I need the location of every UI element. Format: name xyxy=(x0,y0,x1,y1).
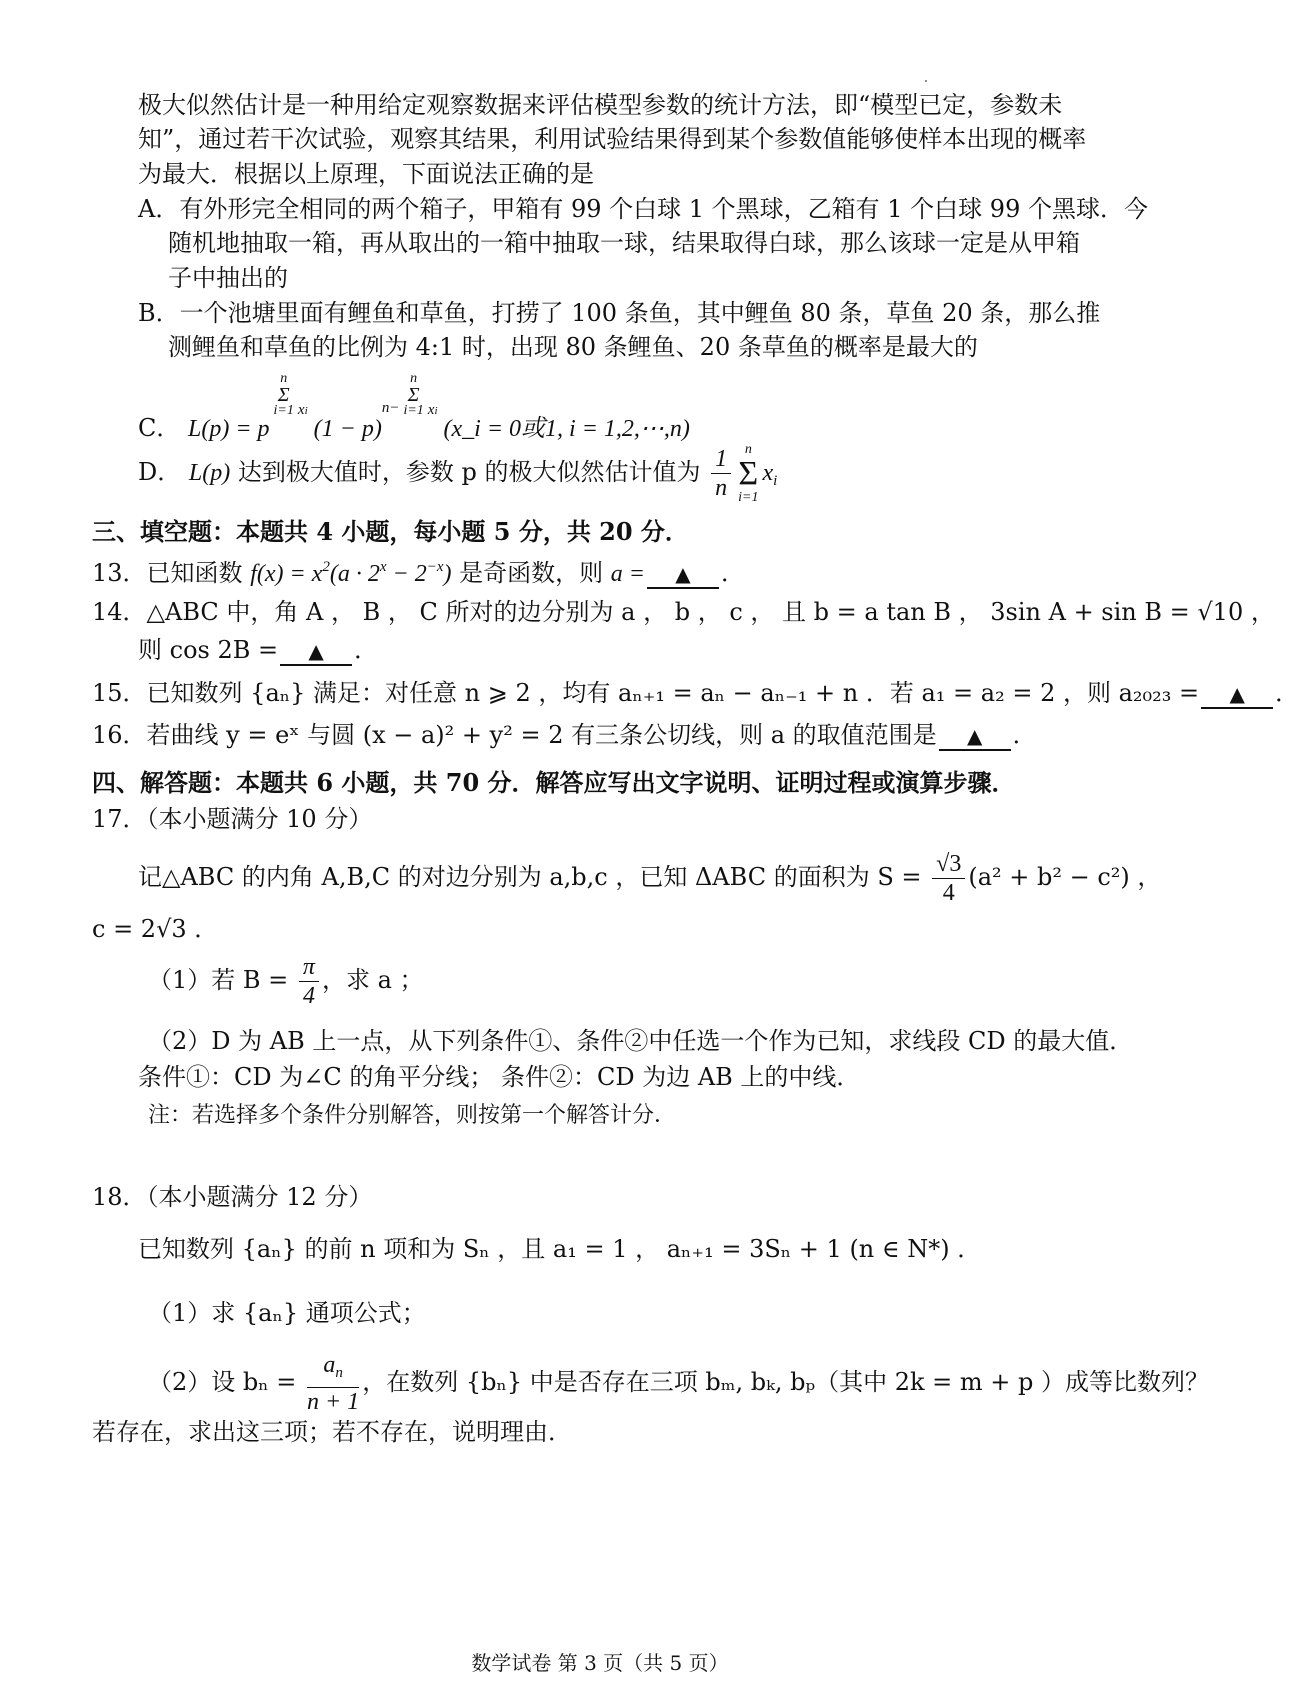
q18-statement: 已知数列 {aₙ} 的前 n 项和为 Sₙ ，且 a₁ = 1 ， aₙ₊₁ = 3Sₙ + 1 (n ∈ N*) ． xyxy=(138,1235,982,1263)
q17-area-fraction: $\frac{√3}{4}$ xyxy=(932,850,965,907)
intro-line-3: 为最大．根据以上原理，下面说法正确的是 xyxy=(138,160,594,188)
q17-part-2: （2）D 为 AB 上一点，从下列条件①、条件②中任选一个作为已知，求线段 CD 的最大值． xyxy=(148,1027,1134,1055)
q17-conditions: 条件①：CD 为∠C 的角平分线； 条件②：CD 为边 AB 上的中线． xyxy=(138,1063,861,1091)
q17-given-c: c = 2√3 ． xyxy=(92,915,219,943)
page-footer: 数学试卷 第 3 页（共 5 页） xyxy=(471,1651,729,1675)
q13-number: 13． xyxy=(92,559,147,587)
q17-part-1 xyxy=(148,950,424,1010)
q18-part-2 xyxy=(148,1350,1209,1416)
question-14-line-2: 则 cos 2B = ▲ ． xyxy=(138,636,379,664)
q13-formula: $f(x) = x^2(a \cdot 2^x - 2^{-x})$ xyxy=(250,559,452,587)
q17-header: 17．（本小题满分 10 分） xyxy=(92,805,373,833)
option-c-domain: (x_i = 0或1, i = 1,2,⋯,n) xyxy=(443,416,690,442)
q13-answer-blank[interactable]: ▲ xyxy=(647,561,719,589)
section-4-title: 四、解答题：本题共 6 小题，共 70 分．解答应写出文字说明、证明过程或演算步骤． xyxy=(92,768,1016,797)
q15-text: 已知数列 {aₙ} 满足：对任意 n ⩾ 2 ，均有 aₙ₊₁ = aₙ − aₙ₋₁ + n ．若 a₁ = a₂ = 2 ，则 a₂₀₂₃ = xyxy=(146,679,1200,707)
intro-line-1: 极大似然估计是一种用给定观察数据来评估模型参数的统计方法，即“模型已定，参数未 xyxy=(138,91,1063,119)
option-c-label: C． xyxy=(138,414,181,442)
q18-part-2-a: （2）设 bₙ = xyxy=(148,1368,297,1396)
q17-note: 注：若选择多个条件分别解答，则按第一个解答计分． xyxy=(148,1103,677,1128)
q18-b-fraction: $\frac{a_n}{n + 1}$ xyxy=(307,1352,360,1415)
q14-number: 14． xyxy=(92,598,147,626)
q17-statement-b: (a² + b² − c²) ， xyxy=(968,863,1162,891)
option-a-line-3: 子中抽出的 xyxy=(168,264,288,292)
q18-part-2-cont: 若存在，求出这三项；若不存在，说明理由． xyxy=(92,1418,572,1446)
question-15: 15．已知数列 {aₙ} 满足：对任意 n ⩾ 2 ，均有 aₙ₊₁ = aₙ − aₙ₋₁ + n ．若 a₁ = a₂ = 2 ，则 a₂₀₂₃ = ▲ ． xyxy=(92,679,1299,707)
q16-text: 若曲线 y = eˣ 与圆 (x − a)² + y² = 2 有三条公切线，则 a 的取值范围是 xyxy=(146,721,937,749)
q15-answer-blank[interactable]: ▲ xyxy=(1201,681,1273,709)
question-14-line-1 xyxy=(92,595,1275,629)
q14-text: △ABC 中，角 A ， B ， C 所对的边分别为 a ， b ， c ， 且 b = a tan B ， 3sin A + sin B = √10 ， xyxy=(146,598,1275,626)
q17-part-1-b: ，求 a ； xyxy=(321,966,424,994)
section-3-title: 三、填空题：本题共 4 小题，每小题 5 分，共 20 分． xyxy=(92,517,689,546)
option-d-label: D． xyxy=(138,458,182,486)
option-a-line-2: 随机地抽取一箱，再从取出的一箱中抽取一球，结果取得白球，那么该球一定是从甲箱 xyxy=(168,229,1080,257)
q17-pi-over-4: $\frac{\pi}{4}$ xyxy=(299,953,319,1010)
q14-line-2-text: 则 cos 2B = xyxy=(138,636,279,664)
option-d-lp: L(p) xyxy=(188,460,231,486)
intro-line-2: 知”，通过若干次试验，观察其结果，利用试验结果得到某个参数值能够使样本出现的概率 xyxy=(138,125,1087,153)
q13-pre: 已知函数 xyxy=(146,559,243,587)
q18-header: 18．（本小题满分 12 分） xyxy=(92,1183,373,1211)
q14-answer-blank[interactable]: ▲ xyxy=(280,638,352,666)
option-b-line-2: 测鲤鱼和草鱼的比例为 4:1 时，出现 80 条鲤鱼、20 条草鱼的概率是最大的 xyxy=(168,333,978,361)
q17-statement-a: 记△ABC 的内角 A,B,C 的对边分别为 a,b,c ，已知 ΔABC 的面积为 S = xyxy=(138,863,922,891)
question-16: 16．若曲线 y = eˣ 与圆 (x − a)² + y² = 2 有三条公切线，则 a 的取值范围是 ▲ ． xyxy=(92,721,1037,749)
q16-answer-blank[interactable]: ▲ xyxy=(939,723,1011,751)
question-13: 13．已知函数 $f(x) = x^2(a \cdot 2^x - 2^{-x})$ 是奇函数，则 a = ▲ ． xyxy=(92,559,745,587)
q15-number: 15． xyxy=(92,679,147,707)
q18-part-1: （1）求 {aₙ} 通项公式； xyxy=(148,1299,426,1327)
scan-speck xyxy=(925,80,927,82)
q13-post: 是奇函数，则 xyxy=(459,559,604,587)
option-a-line-1: A．有外形完全相同的两个箱子，甲箱有 99 个白球 1 个黑球，乙箱有 1 个白球 99 个黑球．今 xyxy=(138,195,1148,223)
option-d: D． L(p) 达到极大值时，参数 p 的极大似然估计值为 $\frac{1}{n}$ n Σ i=1 $x_i$ xyxy=(138,441,778,505)
option-d-fraction: $\frac{1}{n}$ xyxy=(711,445,731,502)
q18-part-2-b: ，在数列 {bₙ} 中是否存在三项 bₘ, bₖ, bₚ（其中 2k = m + p ）成等比数列？ xyxy=(362,1368,1210,1396)
q17-statement xyxy=(138,845,1161,909)
option-d-sum: n Σ i=1 xyxy=(738,441,759,505)
option-b-line-1: B．一个池塘里面有鲤鱼和草鱼，打捞了 100 条鱼，其中鲤鱼 80 条，草鱼 20 条，那么推 xyxy=(138,299,1101,327)
option-d-text: 达到极大值时，参数 p 的极大似然估计值为 xyxy=(237,458,701,486)
q17-part-1-a: （1）若 B = xyxy=(148,966,289,994)
option-c-formula: L(p) = p n Σ i=1 $^{xi}$ $(1 - p)^{n-}$ n Σ i=1 $^{xi}$ xyxy=(188,371,438,442)
q16-number: 16． xyxy=(92,721,147,749)
